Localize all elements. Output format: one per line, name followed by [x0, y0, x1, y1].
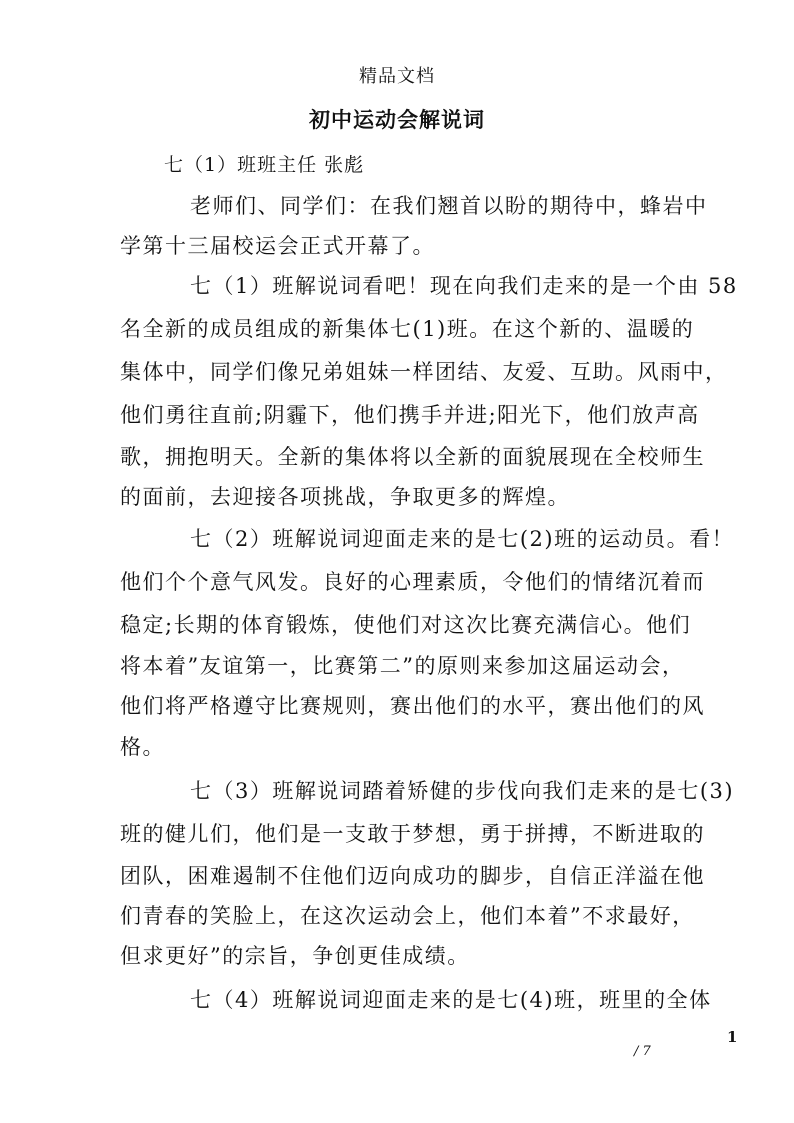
- body-line: 但求更好”的宗旨，争创更佳成绩。: [120, 944, 470, 968]
- body-line: 名全新的成员组成的新集体七(1)班。在这个新的、温暖的: [120, 317, 695, 341]
- body-line: 七（3）班解说词踏着矫健的步伐向我们走来的是七(3): [190, 779, 735, 803]
- body-line: 集体中，同学们像兄弟姐妹一样团结、友爱、互助。风雨中，: [120, 360, 728, 384]
- document-title: 初中运动会解说词: [309, 107, 485, 132]
- page-total: / 7: [634, 1044, 651, 1059]
- page-header: 精品文档: [359, 66, 435, 87]
- body-line: 老师们、同学们：在我们翘首以盼的期待中，蜂岩中: [190, 194, 708, 218]
- body-line: 七（1）班解说词看吧！现在向我们走来的是一个由 58: [190, 274, 738, 298]
- body-line: 他们个个意气风发。良好的心理素质，令他们的情绪沉着而: [120, 570, 705, 594]
- body-line: 将本着”友谊第一，比赛第二”的原则来参加这届运动会，: [120, 654, 685, 678]
- body-line: 学第十三届校运会正式开幕了。: [120, 234, 435, 258]
- body-line: 他们将严格遵守比赛规则，赛出他们的水平，赛出他们的风: [120, 694, 705, 718]
- page-number: 1: [727, 1028, 738, 1046]
- body-line: 他们勇往直前;阴霾下，他们携手并进;阳光下，他们放声高: [120, 403, 700, 427]
- body-line: 七（4）班解说词迎面走来的是七(4)班，班里的全体: [190, 988, 712, 1012]
- body-line: 七（2）班解说词迎面走来的是七(2)班的运动员。看！: [190, 527, 735, 551]
- body-line: 班的健儿们，他们是一支敢于梦想，勇于拼搏，不断进取的: [120, 822, 705, 846]
- body-line: 团队，困难遏制不住他们迈向成功的脚步，自信正洋溢在他: [120, 864, 705, 888]
- body-line: 格。: [120, 735, 165, 759]
- body-line: 的面前，去迎接各项挑战，争取更多的辉煌。: [120, 485, 570, 509]
- author-line: 七（1）班班主任 张彪: [164, 154, 365, 176]
- body-line: 们青春的笑脸上，在这次运动会上，他们本着”不求最好，: [120, 904, 695, 928]
- body-line: 稳定;长期的体育锻炼，使他们对这次比赛充满信心。他们: [120, 613, 692, 637]
- body-line: 歌，拥抱明天。全新的集体将以全新的面貌展现在全校师生: [120, 445, 705, 469]
